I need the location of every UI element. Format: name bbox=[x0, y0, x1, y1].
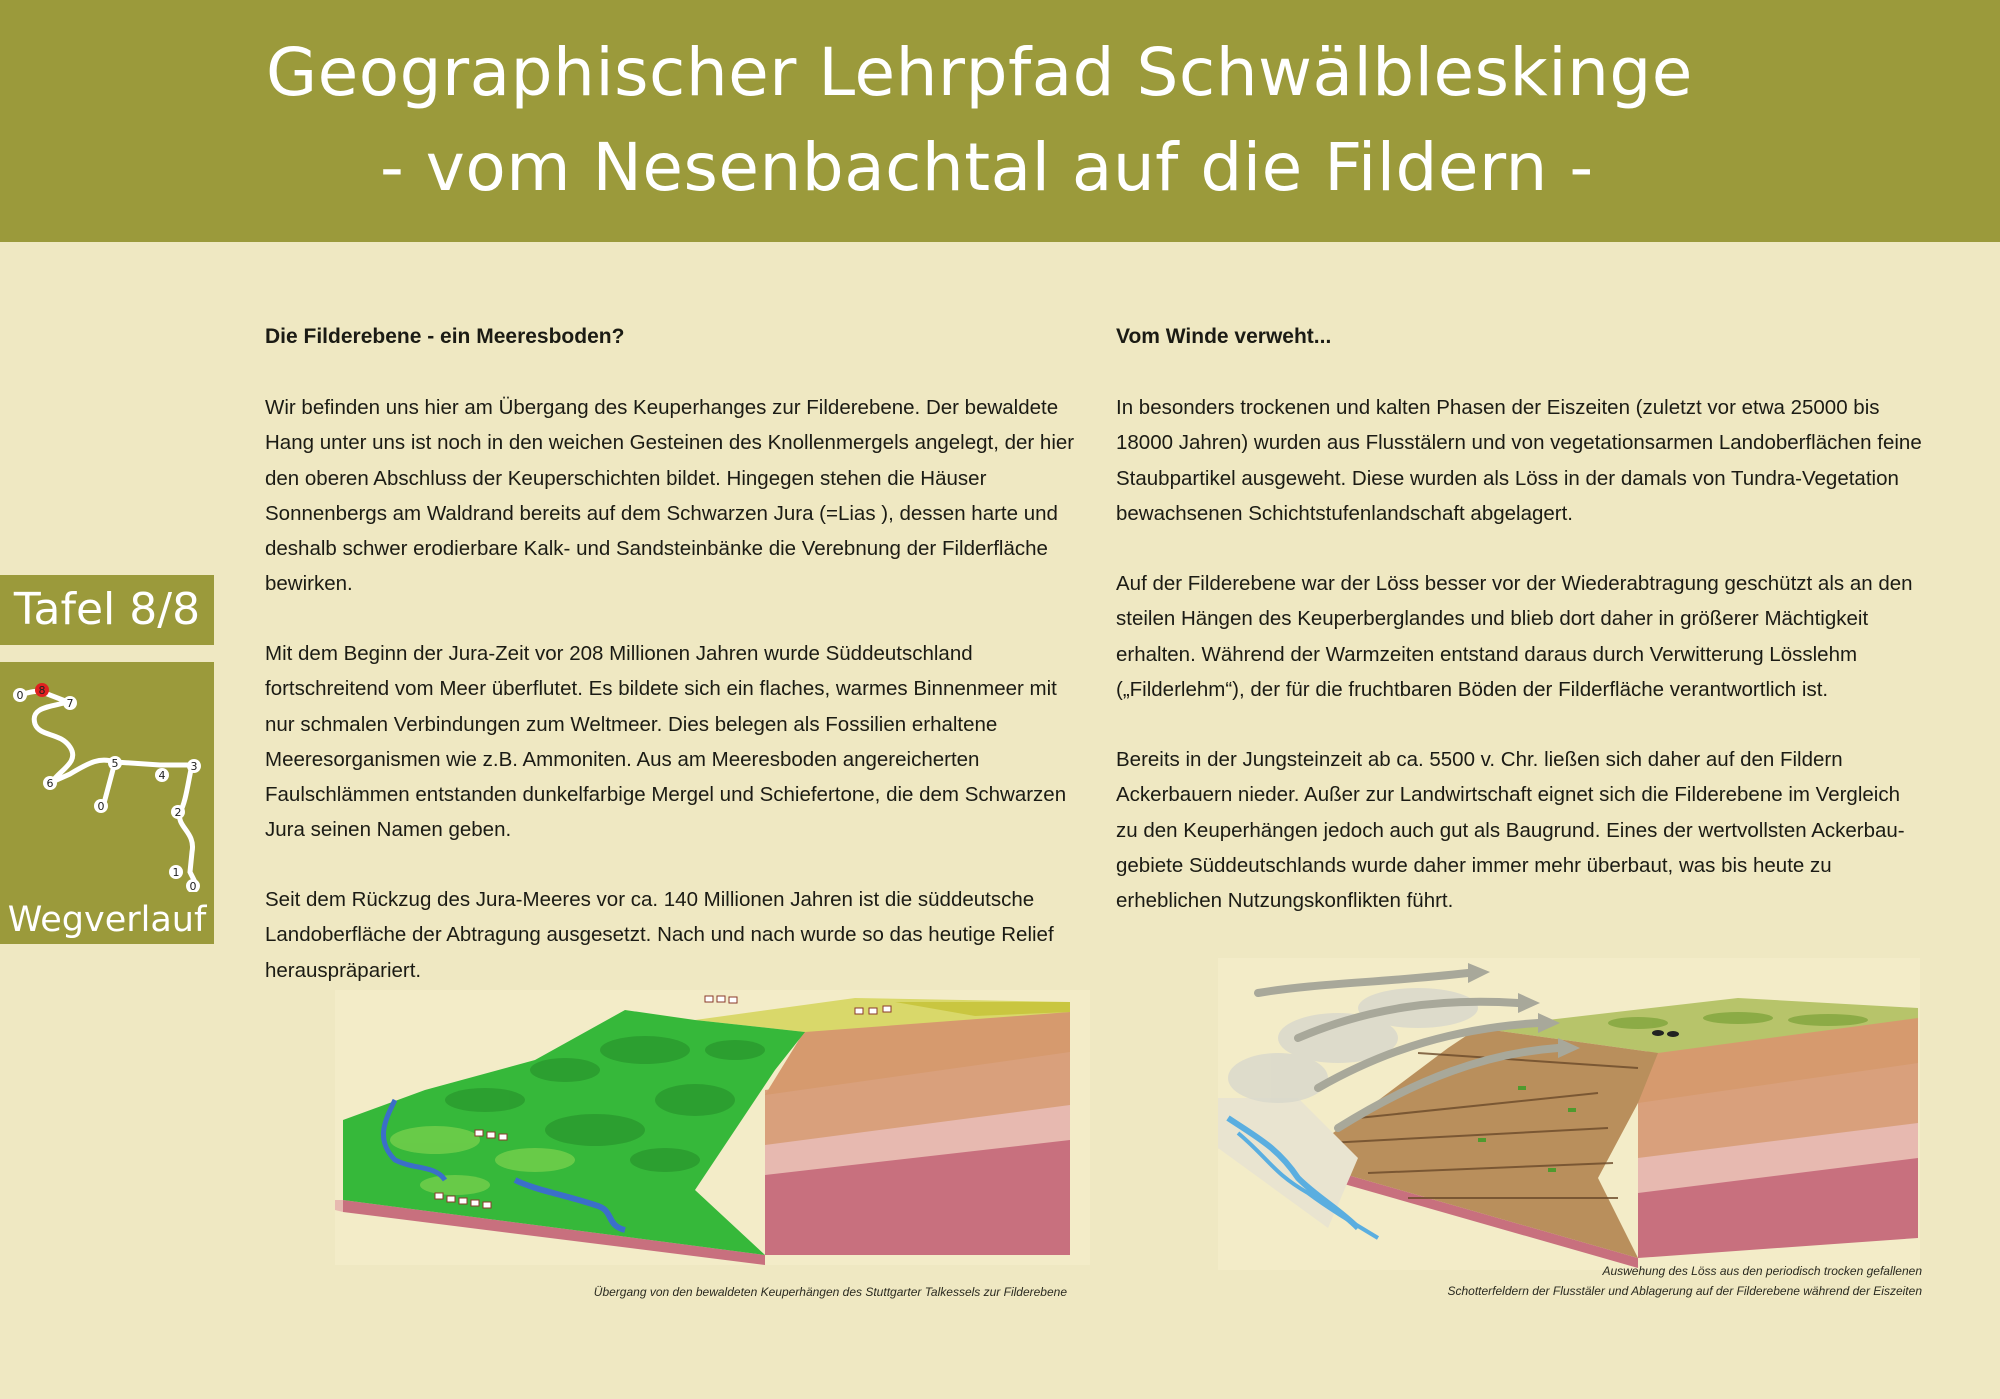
map-point-label: 0 bbox=[189, 880, 197, 892]
map-point-label: 5 bbox=[111, 757, 119, 770]
header-banner bbox=[0, 0, 2000, 242]
map-point-label: 0 bbox=[16, 689, 24, 702]
page-title: Geographischer Lehrpfad Schwälbleskinge bbox=[266, 34, 1693, 111]
left-heading: Die Filderebene - ein Meeresboden? bbox=[265, 325, 625, 348]
right-illustration-caption-line2: Schotterfeldern der Flusstäler und Ablagerung auf der Filderebene während der Eiszeiten bbox=[1447, 1284, 1922, 1298]
route-map-icon bbox=[0, 662, 214, 892]
right-illustration-caption-line1: Auswehung des Löss aus den periodisch trocken gefallenen bbox=[1602, 1264, 1922, 1278]
left-paragraph-1: Wir befinden uns hier am Übergang des Keuperhanges zur Filderebene. Der bewaldete Hang unter uns ist noch in den weichen Gesteinen des Knollenmergels angelegt, der hier den oberen Abschluss der Keuperschichten bildet. Hingegen stehen die Häuser Sonnenbergs am Waldrand bereits auf dem Schwarzen Jura (=Lias ), dessen harte und deshalb schwer erodierbare Kalk- und Sandsteinbänke die Verebnung der Filderfläche bewirken. bbox=[265, 396, 1075, 596]
right-paragraph-3: Bereits in der Jungsteinzeit ab ca. 5500 v. Chr. ließen sich daher auf den Fildern Ackerbauern nieder. Außer zur Landwirtschaft eignet sich die Filderebene im Vergleich zu den Keuperhängen jedoch auch gut als Baugrund. Eines der wertvollsten Ackerbau-gebiete Süddeutschlands wurde daher immer mehr überbaut, was bis heute zu erheblichen Nutzungskonflikten führt. bbox=[1116, 748, 1905, 913]
map-point-label: 6 bbox=[46, 777, 54, 790]
left-paragraph-2: Mit dem Beginn der Jura-Zeit vor 208 Millionen Jahren wurde Süddeutschland fortschreitend vom Meer überflutet. Es bildete sich ein flaches, warmes Binnenmeer mit nur schmalen Verbindungen zum Weltmeer. Dies belegen als Fossilien erhaltene Meeresorganismen wie z.B. Ammoniten. Aus am Meeresboden angereicherten Faulschlämmen entstanden dunkelfarbige Mergel und Schiefertone, die dem Schwarzen Jura seinen Namen geben. bbox=[265, 642, 1067, 842]
tafel-label: Tafel 8/8 bbox=[0, 575, 214, 645]
route-map-label: Wegverlauf bbox=[7, 900, 207, 940]
map-point-label: 3 bbox=[190, 760, 198, 773]
right-paragraph-1: In besonders trockenen und kalten Phasen der Eiszeiten (zuletzt vor etwa 25000 bis 18000 Jahren) wurden aus Flusstälern und von vegetationsarmen Landoberflächen feine Staubpartikel ausgeweht. Diese wurden als Löss in der damals von Tundra-Vegetation bewachsenen Schichtstufenlandschaft abgelagert. bbox=[1116, 396, 1922, 525]
page-subtitle: - vom Nesenbachtal auf die Fildern - bbox=[380, 129, 1594, 206]
map-point-label: 2 bbox=[174, 806, 182, 819]
right-heading: Vom Winde verweht... bbox=[1116, 325, 1332, 348]
map-point-label: 7 bbox=[66, 697, 74, 710]
map-point-label: 8 bbox=[38, 684, 46, 697]
route-map-panel bbox=[0, 662, 214, 944]
map-point-label: 4 bbox=[158, 769, 166, 782]
left-paragraph-3: Seit dem Rückzug des Jura-Meeres vor ca. 140 Millionen Jahren ist die süddeutsche Landoberfläche der Abtragung ausgesetzt. Nach und nach wurde so das heutige Relief herauspräpariert. bbox=[265, 888, 1054, 982]
map-point-label: 1 bbox=[172, 866, 180, 879]
left-illustration-caption: Übergang von den bewaldeten Keuperhängen des Stuttgarter Talkessels zur Filderebene bbox=[593, 1285, 1067, 1299]
block-diagram-forest-slope bbox=[335, 990, 1090, 1265]
map-point-label: 0 bbox=[97, 800, 105, 813]
block-diagram-loess-deposition bbox=[1218, 958, 1920, 1270]
right-paragraph-2: Auf der Filderebene war der Löss besser vor der Wiederabtragung geschützt als an den steilen Hängen des Keuperberglandes und blieb dort daher in größerer Mächtigkeit erhalten. Während der Warmzeiten entstand daraus durch Verwitterung Lösslehm („Filderlehm“), der für die fruchtbaren Böden der Filderfläche verantwortlich ist. bbox=[1116, 572, 1913, 701]
